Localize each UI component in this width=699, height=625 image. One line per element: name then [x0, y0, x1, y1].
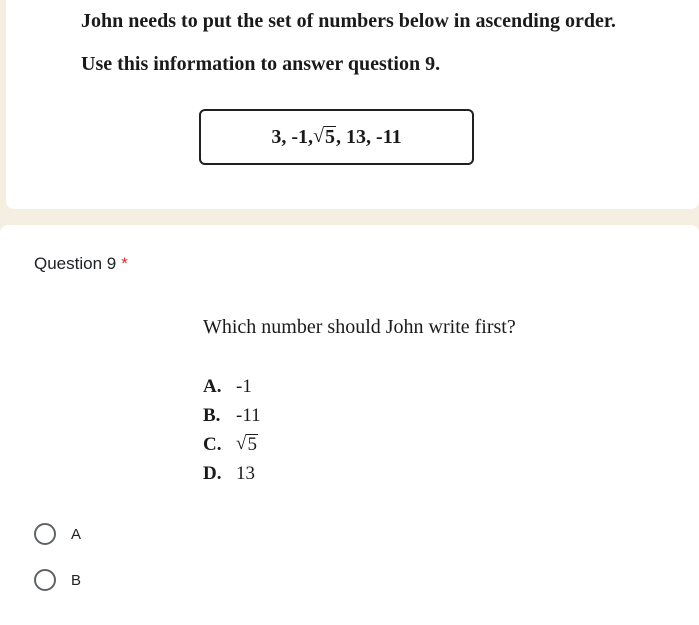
instruction-line-1: John needs to put the set of numbers below in ascending order. [81, 10, 616, 32]
sqrt-radicand: 5 [325, 126, 336, 148]
radio-unchecked-icon[interactable] [34, 523, 56, 545]
choice-item [203, 430, 261, 459]
choice-value: -11 [236, 404, 261, 426]
required-marker: * [121, 254, 128, 273]
choice-item [203, 401, 261, 430]
radio-option-a[interactable] [34, 523, 81, 545]
radio-unchecked-icon[interactable] [34, 569, 56, 591]
question-title-text: Question 9 [34, 254, 117, 273]
radio-option-b[interactable] [34, 569, 81, 591]
radio-option-label: A [71, 525, 82, 543]
choice-item [203, 372, 261, 401]
question-card [0, 225, 699, 625]
radio-option-label: B [71, 571, 82, 589]
choice-letter: D. [203, 462, 222, 484]
choice-value: 13 [236, 462, 255, 484]
question-prompt: Which number should John write first? [203, 316, 516, 338]
square-root-icon: √ [236, 433, 247, 455]
choice-sqrt-expression [236, 434, 258, 455]
choice-sqrt-radicand: 5 [247, 434, 257, 456]
choice-letter: B. [203, 404, 221, 426]
info-card [6, 0, 699, 209]
choice-list [203, 372, 261, 488]
sqrt-expression [313, 126, 336, 148]
question-title [34, 254, 128, 274]
choice-value: -1 [236, 375, 252, 397]
instruction-line-2: Use this information to answer question 9. [81, 53, 441, 75]
number-set-box [199, 109, 474, 165]
number-set-before: 3, -1, [271, 125, 314, 148]
choice-item [203, 459, 261, 488]
number-set-after: , 13, -11 [336, 125, 402, 148]
choice-letter: A. [203, 375, 222, 397]
choice-letter: C. [203, 433, 222, 455]
square-root-icon: √ [313, 125, 325, 147]
